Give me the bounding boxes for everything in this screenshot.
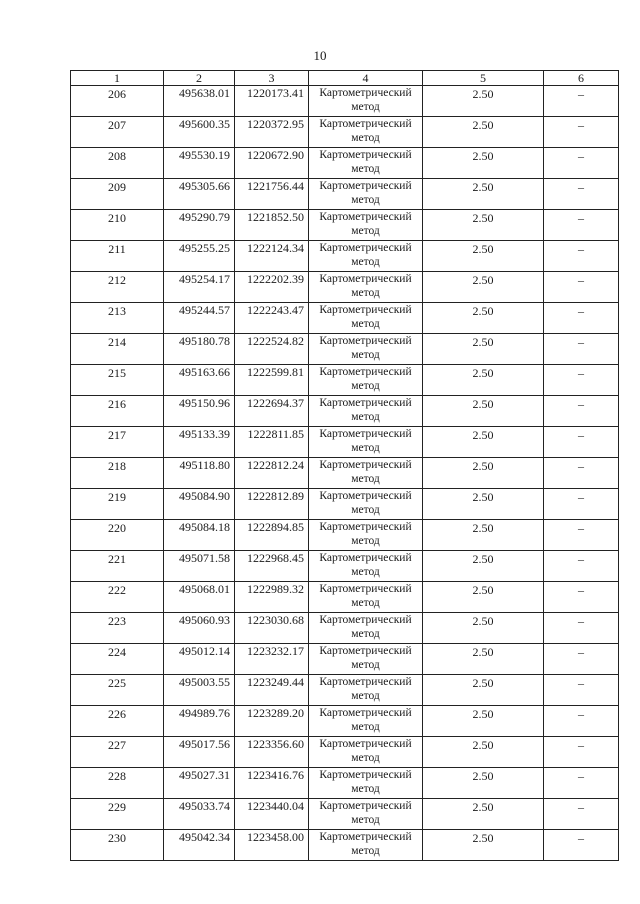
note-cell: – [544, 675, 619, 706]
note-cell: – [544, 582, 619, 613]
x-coordinate-cell: 495118.80 [164, 458, 235, 489]
y-coordinate-cell: 1223416.76 [235, 768, 309, 799]
x-coordinate-cell: 495017.56 [164, 737, 235, 768]
table-row [71, 117, 619, 148]
accuracy-cell: 2.50 [423, 241, 544, 272]
note-cell: – [544, 86, 619, 117]
table-row [71, 396, 619, 427]
column-header-5: 5 [423, 71, 544, 86]
table-row [71, 768, 619, 799]
point-number-cell: 226 [71, 706, 164, 737]
note-cell: – [544, 148, 619, 179]
point-number-cell: 212 [71, 272, 164, 303]
method-cell: Картометрический метод [309, 520, 423, 551]
note-cell: – [544, 117, 619, 148]
column-header-3: 3 [235, 71, 309, 86]
table-body [71, 86, 619, 861]
point-number-cell: 227 [71, 737, 164, 768]
point-number-cell: 219 [71, 489, 164, 520]
point-number-cell: 210 [71, 210, 164, 241]
accuracy-cell: 2.50 [423, 427, 544, 458]
table-row [71, 830, 619, 861]
note-cell: – [544, 644, 619, 675]
note-cell: – [544, 706, 619, 737]
table-row [71, 427, 619, 458]
y-coordinate-cell: 1222811.85 [235, 427, 309, 458]
accuracy-cell: 2.50 [423, 520, 544, 551]
method-cell: Картометрический метод [309, 210, 423, 241]
note-cell: – [544, 272, 619, 303]
table-row [71, 210, 619, 241]
table-row [71, 644, 619, 675]
method-cell: Картометрический метод [309, 241, 423, 272]
y-coordinate-cell: 1223440.04 [235, 799, 309, 830]
note-cell: – [544, 427, 619, 458]
x-coordinate-cell: 495084.90 [164, 489, 235, 520]
x-coordinate-cell: 495084.18 [164, 520, 235, 551]
x-coordinate-cell: 495163.66 [164, 365, 235, 396]
y-coordinate-cell: 1223289.20 [235, 706, 309, 737]
method-cell: Картометрический метод [309, 396, 423, 427]
point-number-cell: 211 [71, 241, 164, 272]
coordinates-table [70, 70, 619, 861]
x-coordinate-cell: 495290.79 [164, 210, 235, 241]
table-row [71, 551, 619, 582]
method-cell: Картометрический метод [309, 303, 423, 334]
accuracy-cell: 2.50 [423, 396, 544, 427]
accuracy-cell: 2.50 [423, 613, 544, 644]
accuracy-cell: 2.50 [423, 179, 544, 210]
y-coordinate-cell: 1221852.50 [235, 210, 309, 241]
note-cell: – [544, 179, 619, 210]
x-coordinate-cell: 495255.25 [164, 241, 235, 272]
point-number-cell: 214 [71, 334, 164, 365]
x-coordinate-cell: 495042.34 [164, 830, 235, 861]
table-row [71, 489, 619, 520]
x-coordinate-cell: 495254.17 [164, 272, 235, 303]
accuracy-cell: 2.50 [423, 830, 544, 861]
method-cell: Картометрический метод [309, 179, 423, 210]
note-cell: – [544, 241, 619, 272]
method-cell: Картометрический метод [309, 644, 423, 675]
note-cell: – [544, 551, 619, 582]
note-cell: – [544, 768, 619, 799]
y-coordinate-cell: 1220672.90 [235, 148, 309, 179]
x-coordinate-cell: 495027.31 [164, 768, 235, 799]
y-coordinate-cell: 1222968.45 [235, 551, 309, 582]
y-coordinate-cell: 1223030.68 [235, 613, 309, 644]
x-coordinate-cell: 495012.14 [164, 644, 235, 675]
note-cell: – [544, 520, 619, 551]
point-number-cell: 224 [71, 644, 164, 675]
column-header-6: 6 [544, 71, 619, 86]
table-row [71, 458, 619, 489]
point-number-cell: 228 [71, 768, 164, 799]
method-cell: Картометрический метод [309, 768, 423, 799]
accuracy-cell: 2.50 [423, 210, 544, 241]
note-cell: – [544, 737, 619, 768]
note-cell: – [544, 396, 619, 427]
method-cell: Картометрический метод [309, 830, 423, 861]
y-coordinate-cell: 1223356.60 [235, 737, 309, 768]
point-number-cell: 223 [71, 613, 164, 644]
x-coordinate-cell: 495033.74 [164, 799, 235, 830]
y-coordinate-cell: 1222202.39 [235, 272, 309, 303]
x-coordinate-cell: 495600.35 [164, 117, 235, 148]
point-number-cell: 206 [71, 86, 164, 117]
accuracy-cell: 2.50 [423, 582, 544, 613]
table-row [71, 179, 619, 210]
note-cell: – [544, 334, 619, 365]
x-coordinate-cell: 495133.39 [164, 427, 235, 458]
table-row [71, 86, 619, 117]
method-cell: Картометрический метод [309, 272, 423, 303]
accuracy-cell: 2.50 [423, 365, 544, 396]
y-coordinate-cell: 1222694.37 [235, 396, 309, 427]
y-coordinate-cell: 1223249.44 [235, 675, 309, 706]
point-number-cell: 207 [71, 117, 164, 148]
accuracy-cell: 2.50 [423, 768, 544, 799]
method-cell: Картометрический метод [309, 551, 423, 582]
y-coordinate-cell: 1223232.17 [235, 644, 309, 675]
y-coordinate-cell: 1222812.89 [235, 489, 309, 520]
method-cell: Картометрический метод [309, 613, 423, 644]
method-cell: Картометрический метод [309, 117, 423, 148]
point-number-cell: 208 [71, 148, 164, 179]
column-header-2: 2 [164, 71, 235, 86]
y-coordinate-cell: 1223458.00 [235, 830, 309, 861]
accuracy-cell: 2.50 [423, 148, 544, 179]
y-coordinate-cell: 1222524.82 [235, 334, 309, 365]
note-cell: – [544, 365, 619, 396]
point-number-cell: 218 [71, 458, 164, 489]
y-coordinate-cell: 1222989.32 [235, 582, 309, 613]
table-row [71, 148, 619, 179]
accuracy-cell: 2.50 [423, 551, 544, 582]
x-coordinate-cell: 495060.93 [164, 613, 235, 644]
note-cell: – [544, 303, 619, 334]
point-number-cell: 221 [71, 551, 164, 582]
column-header-1: 1 [71, 71, 164, 86]
table-row [71, 520, 619, 551]
table-row [71, 675, 619, 706]
note-cell: – [544, 799, 619, 830]
point-number-cell: 216 [71, 396, 164, 427]
method-cell: Картометрический метод [309, 148, 423, 179]
point-number-cell: 230 [71, 830, 164, 861]
table-row [71, 737, 619, 768]
x-coordinate-cell: 495180.78 [164, 334, 235, 365]
note-cell: – [544, 458, 619, 489]
table-row [71, 334, 619, 365]
table-row [71, 241, 619, 272]
method-cell: Картометрический метод [309, 582, 423, 613]
table-row [71, 272, 619, 303]
point-number-cell: 225 [71, 675, 164, 706]
x-coordinate-cell: 495244.57 [164, 303, 235, 334]
point-number-cell: 229 [71, 799, 164, 830]
accuracy-cell: 2.50 [423, 272, 544, 303]
y-coordinate-cell: 1222894.85 [235, 520, 309, 551]
accuracy-cell: 2.50 [423, 334, 544, 365]
point-number-cell: 213 [71, 303, 164, 334]
note-cell: – [544, 489, 619, 520]
y-coordinate-cell: 1220173.41 [235, 86, 309, 117]
table-row [71, 303, 619, 334]
accuracy-cell: 2.50 [423, 644, 544, 675]
method-cell: Картометрический метод [309, 706, 423, 737]
table-row [71, 365, 619, 396]
y-coordinate-cell: 1222243.47 [235, 303, 309, 334]
accuracy-cell: 2.50 [423, 117, 544, 148]
y-coordinate-cell: 1222812.24 [235, 458, 309, 489]
table-row [71, 706, 619, 737]
method-cell: Картометрический метод [309, 675, 423, 706]
table-row [71, 799, 619, 830]
accuracy-cell: 2.50 [423, 458, 544, 489]
note-cell: – [544, 210, 619, 241]
table-row [71, 582, 619, 613]
accuracy-cell: 2.50 [423, 675, 544, 706]
y-coordinate-cell: 1221756.44 [235, 179, 309, 210]
method-cell: Картометрический метод [309, 334, 423, 365]
column-header-4: 4 [309, 71, 423, 86]
x-coordinate-cell: 495068.01 [164, 582, 235, 613]
y-coordinate-cell: 1222124.34 [235, 241, 309, 272]
point-number-cell: 220 [71, 520, 164, 551]
method-cell: Картометрический метод [309, 737, 423, 768]
table-row [71, 613, 619, 644]
method-cell: Картометрический метод [309, 427, 423, 458]
page-number: 10 [313, 48, 327, 63]
y-coordinate-cell: 1222599.81 [235, 365, 309, 396]
accuracy-cell: 2.50 [423, 737, 544, 768]
x-coordinate-cell: 495150.96 [164, 396, 235, 427]
point-number-cell: 215 [71, 365, 164, 396]
method-cell: Картометрический метод [309, 489, 423, 520]
point-number-cell: 209 [71, 179, 164, 210]
x-coordinate-cell: 495003.55 [164, 675, 235, 706]
accuracy-cell: 2.50 [423, 799, 544, 830]
y-coordinate-cell: 1220372.95 [235, 117, 309, 148]
method-cell: Картометрический метод [309, 365, 423, 396]
x-coordinate-cell: 495071.58 [164, 551, 235, 582]
x-coordinate-cell: 495638.01 [164, 86, 235, 117]
accuracy-cell: 2.50 [423, 303, 544, 334]
point-number-cell: 222 [71, 582, 164, 613]
x-coordinate-cell: 495305.66 [164, 179, 235, 210]
method-cell: Картометрический метод [309, 458, 423, 489]
accuracy-cell: 2.50 [423, 489, 544, 520]
method-cell: Картометрический метод [309, 86, 423, 117]
x-coordinate-cell: 495530.19 [164, 148, 235, 179]
point-number-cell: 217 [71, 427, 164, 458]
accuracy-cell: 2.50 [423, 706, 544, 737]
x-coordinate-cell: 494989.76 [164, 706, 235, 737]
table-header-row [71, 71, 619, 86]
note-cell: – [544, 613, 619, 644]
note-cell: – [544, 830, 619, 861]
accuracy-cell: 2.50 [423, 86, 544, 117]
method-cell: Картометрический метод [309, 799, 423, 830]
